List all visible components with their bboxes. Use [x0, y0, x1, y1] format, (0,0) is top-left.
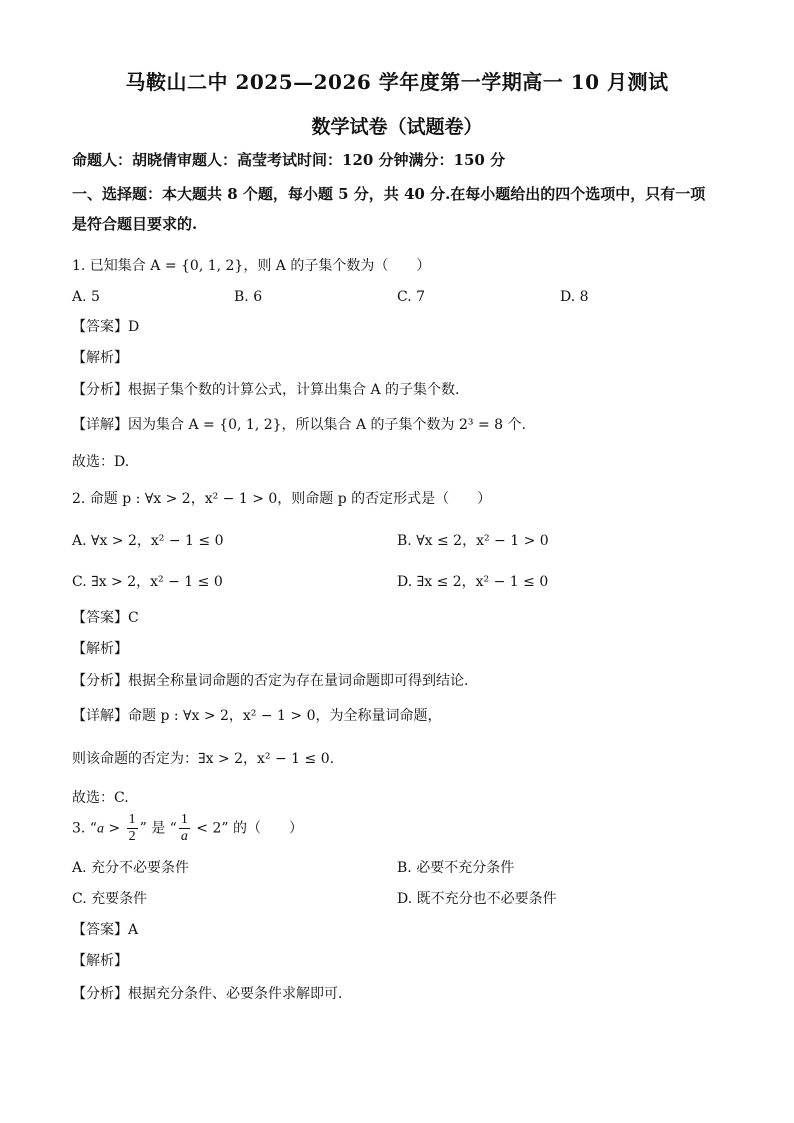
q3-answer: 【答案】A — [72, 922, 139, 938]
q2-detail: 【详解】命题 p : ∀x > 2，x² − 1 > 0，为全称量词命题， — [72, 708, 442, 724]
q3-stem — [72, 812, 303, 845]
q3-frac2-den: a — [180, 829, 188, 844]
q1-jiexi-label: 【解析】 — [72, 350, 128, 366]
q3-lt2: < 2 — [196, 820, 222, 837]
q3-frac1-den: 2 — [128, 829, 136, 844]
q3-frac1-num: 1 — [128, 812, 136, 827]
q2-option-b: B. ∀x ≤ 2，x² − 1 > 0 — [397, 533, 549, 549]
q3-suffix: ” 的（ ） — [221, 820, 303, 837]
q1-option-d: D. 8 — [560, 289, 589, 305]
q2-negation: 则该命题的否定为：∃x > 2，x² − 1 ≤ 0. — [72, 751, 335, 767]
q3-frac2-num: 1 — [180, 812, 188, 827]
section-heading-line2: 是符合题目要求的. — [72, 215, 198, 233]
q3-prefix: 3. “ — [72, 820, 97, 837]
q2-stem: 2. 命题 p : ∀x > 2，x² − 1 > 0，则命题 p 的否定形式是（ ） — [72, 491, 492, 507]
page-title: 马鞍山二中 2025—2026 学年度第一学期高一 10 月测试 — [125, 70, 669, 94]
q1-option-b: B. 6 — [234, 289, 263, 305]
q3-fraction-half — [127, 812, 138, 845]
section-heading-line1: 一、选择题：本大题共 8 个题，每小题 5 分，共 40 分.在每小题给出的四个选项中，只有一项 — [72, 185, 706, 203]
page-subtitle: 数学试卷（试题卷） — [311, 116, 483, 138]
q2-option-a: A. ∀x > 2，x² − 1 ≤ 0 — [72, 533, 224, 549]
q3-option-a: A. 充分不必要条件 — [72, 860, 190, 876]
q2-analysis: 【分析】根据全称量词命题的否定为存在量词命题即可得到结论. — [72, 673, 469, 689]
q3-gt: > — [108, 820, 121, 837]
q3-var-a: a — [96, 821, 104, 837]
q3-jiexi-label: 【解析】 — [72, 953, 128, 969]
q3-option-c: C. 充要条件 — [72, 891, 148, 907]
q3-analysis: 【分析】根据充分条件、必要条件求解即可. — [72, 986, 343, 1002]
q3-fraction-inverse — [179, 812, 190, 845]
q2-option-d: D. ∃x ≤ 2，x² − 1 ≤ 0 — [397, 574, 549, 590]
q1-conclusion: 故选：D. — [72, 454, 130, 470]
q1-option-a: A. 5 — [72, 289, 100, 305]
q2-conclusion: 故选：C. — [72, 790, 129, 806]
q3-option-d: D. 既不充分也不必要条件 — [397, 891, 557, 907]
q3-option-b: B. 必要不充分条件 — [397, 860, 515, 876]
q1-answer: 【答案】D — [72, 319, 140, 335]
q2-jiexi-label: 【解析】 — [72, 641, 128, 657]
q2-option-c: C. ∃x > 2，x² − 1 ≤ 0 — [72, 574, 223, 590]
q3-mid: ” 是 “ — [139, 820, 177, 837]
exam-meta: 命题人：胡晓倩审题人：高莹考试时间：120 分钟满分：150 分 — [72, 151, 506, 169]
q2-answer: 【答案】C — [72, 610, 139, 626]
q1-analysis: 【分析】根据子集个数的计算公式，计算出集合 A 的子集个数. — [72, 382, 460, 398]
q1-option-c: C. 7 — [397, 289, 426, 305]
q1-detail: 【详解】因为集合 A = {0, 1, 2}，所以集合 A 的子集个数为 2³ = 8 个. — [72, 417, 526, 433]
q1-stem: 1. 已知集合 A = {0, 1, 2}，则 A 的子集个数为（ ） — [72, 258, 431, 274]
